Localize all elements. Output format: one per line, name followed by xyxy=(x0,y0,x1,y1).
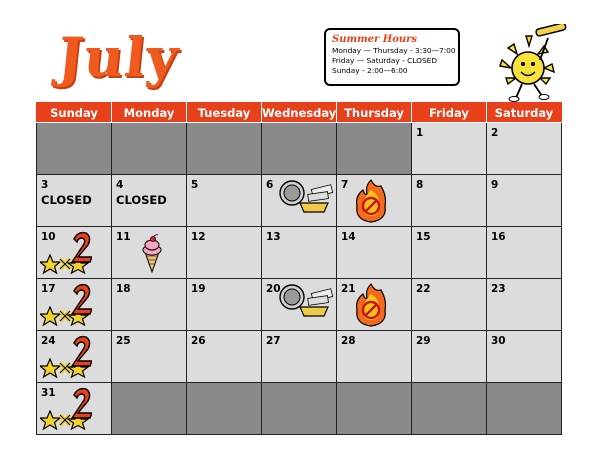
day-number: 29 xyxy=(416,335,431,347)
day-number: 24 xyxy=(41,335,56,347)
day-cell-wednesday[interactable] xyxy=(262,279,337,331)
day-number: 15 xyxy=(416,231,431,243)
day-number: 8 xyxy=(416,179,424,191)
day-cell-tuesday[interactable] xyxy=(187,331,262,383)
sun-mascot-icon xyxy=(492,24,572,104)
day-number: 23 xyxy=(491,283,506,295)
day-number: 31 xyxy=(41,387,56,399)
empty-day-cell xyxy=(487,383,562,435)
day-number: 4 xyxy=(116,179,124,191)
hours-line-weekdays: Monday — Thursday - 3:30—7:00 xyxy=(332,46,456,55)
day-cell-friday[interactable] xyxy=(412,175,487,227)
day-cell-friday[interactable] xyxy=(412,331,487,383)
week-row xyxy=(37,227,562,279)
day-number: 6 xyxy=(266,179,274,191)
day-cell-tuesday[interactable] xyxy=(187,279,262,331)
day-cell-saturday[interactable] xyxy=(487,123,562,175)
weekday-thursday: Thursday xyxy=(337,103,412,123)
day-number: 11 xyxy=(116,231,131,243)
hours-line-weekend: Friday — Saturday - CLOSED xyxy=(332,56,438,65)
day-number: 13 xyxy=(266,231,281,243)
day-cell-saturday[interactable] xyxy=(487,279,562,331)
day-number: 10 xyxy=(41,231,56,243)
week-row xyxy=(37,123,562,175)
day-cell-saturday[interactable] xyxy=(487,227,562,279)
empty-day-cell xyxy=(112,123,187,175)
hours-line-sunday: Sunday - 2:00—6:00 xyxy=(332,66,408,75)
month-title: July xyxy=(54,25,183,89)
stars-times-two-icon xyxy=(40,385,92,435)
day-cell-thursday[interactable] xyxy=(337,175,412,227)
day-cell-monday[interactable] xyxy=(112,175,187,227)
day-cell-saturday[interactable] xyxy=(487,331,562,383)
day-number: 9 xyxy=(491,179,499,191)
weekday-sunday: Sunday xyxy=(37,103,112,123)
day-number: 5 xyxy=(191,179,199,191)
day-cell-monday[interactable] xyxy=(112,331,187,383)
empty-day-cell xyxy=(262,383,337,435)
day-cell-friday[interactable] xyxy=(412,227,487,279)
weekday-tuesday: Tuesday xyxy=(187,103,262,123)
day-number: 30 xyxy=(491,335,506,347)
day-number: 1 xyxy=(416,127,424,139)
day-number: 16 xyxy=(491,231,506,243)
empty-day-cell xyxy=(187,383,262,435)
weekday-friday: Friday xyxy=(412,103,487,123)
day-cell-sunday[interactable] xyxy=(37,279,112,331)
week-row xyxy=(37,331,562,383)
day-number: 14 xyxy=(341,231,356,243)
day-number: 2 xyxy=(491,127,499,139)
summer-hours-heading: Summer Hours xyxy=(332,34,418,45)
day-cell-saturday[interactable] xyxy=(487,175,562,227)
day-number: 3 xyxy=(41,179,49,191)
day-cell-thursday[interactable] xyxy=(337,279,412,331)
day-number: 12 xyxy=(191,231,206,243)
day-number: 28 xyxy=(341,335,356,347)
empty-day-cell xyxy=(187,123,262,175)
day-cell-thursday[interactable] xyxy=(337,331,412,383)
day-cell-sunday[interactable] xyxy=(37,383,112,435)
day-cell-sunday[interactable] xyxy=(37,175,112,227)
no-fire-icon xyxy=(353,178,389,228)
day-cell-wednesday[interactable] xyxy=(262,227,337,279)
week-row xyxy=(37,175,562,227)
empty-day-cell xyxy=(37,123,112,175)
day-cell-monday[interactable] xyxy=(112,279,187,331)
stars-times-two-icon xyxy=(40,281,92,331)
day-number: 19 xyxy=(191,283,206,295)
empty-day-cell xyxy=(337,123,412,175)
week-row xyxy=(37,383,562,435)
day-cell-sunday[interactable] xyxy=(37,227,112,279)
day-number: 22 xyxy=(416,283,431,295)
calendar-grid xyxy=(36,102,562,435)
day-cell-thursday[interactable] xyxy=(337,227,412,279)
empty-day-cell xyxy=(262,123,337,175)
weekday-header-row xyxy=(37,103,562,123)
day-number: 7 xyxy=(341,179,349,191)
day-cell-wednesday[interactable] xyxy=(262,175,337,227)
empty-day-cell xyxy=(337,383,412,435)
empty-day-cell xyxy=(412,383,487,435)
closed-note: CLOSED xyxy=(116,193,167,207)
day-number: 25 xyxy=(116,335,131,347)
day-number: 17 xyxy=(41,283,56,295)
closed-note: CLOSED xyxy=(41,193,92,207)
day-number: 27 xyxy=(266,335,281,347)
day-cell-friday[interactable] xyxy=(412,123,487,175)
day-cell-monday[interactable] xyxy=(112,227,187,279)
book-and-tickets-icon xyxy=(278,179,334,219)
stars-times-two-icon xyxy=(40,333,92,383)
week-row xyxy=(37,279,562,331)
stars-times-two-icon xyxy=(40,229,92,279)
day-cell-sunday[interactable] xyxy=(37,331,112,383)
day-number: 26 xyxy=(191,335,206,347)
weekday-monday: Monday xyxy=(112,103,187,123)
ice-cream-icon xyxy=(138,234,166,278)
no-fire-icon xyxy=(353,282,389,332)
day-number: 18 xyxy=(116,283,131,295)
day-number: 21 xyxy=(341,283,356,295)
day-cell-wednesday[interactable] xyxy=(262,331,337,383)
weekday-saturday: Saturday xyxy=(487,103,562,123)
book-and-tickets-icon xyxy=(278,283,334,323)
empty-day-cell xyxy=(112,383,187,435)
day-number: 20 xyxy=(266,283,281,295)
day-cell-tuesday[interactable] xyxy=(187,175,262,227)
summer-hours-bubble xyxy=(324,28,460,86)
day-cell-friday[interactable] xyxy=(412,279,487,331)
day-cell-tuesday[interactable] xyxy=(187,227,262,279)
weekday-wednesday: Wednesday xyxy=(262,103,337,123)
